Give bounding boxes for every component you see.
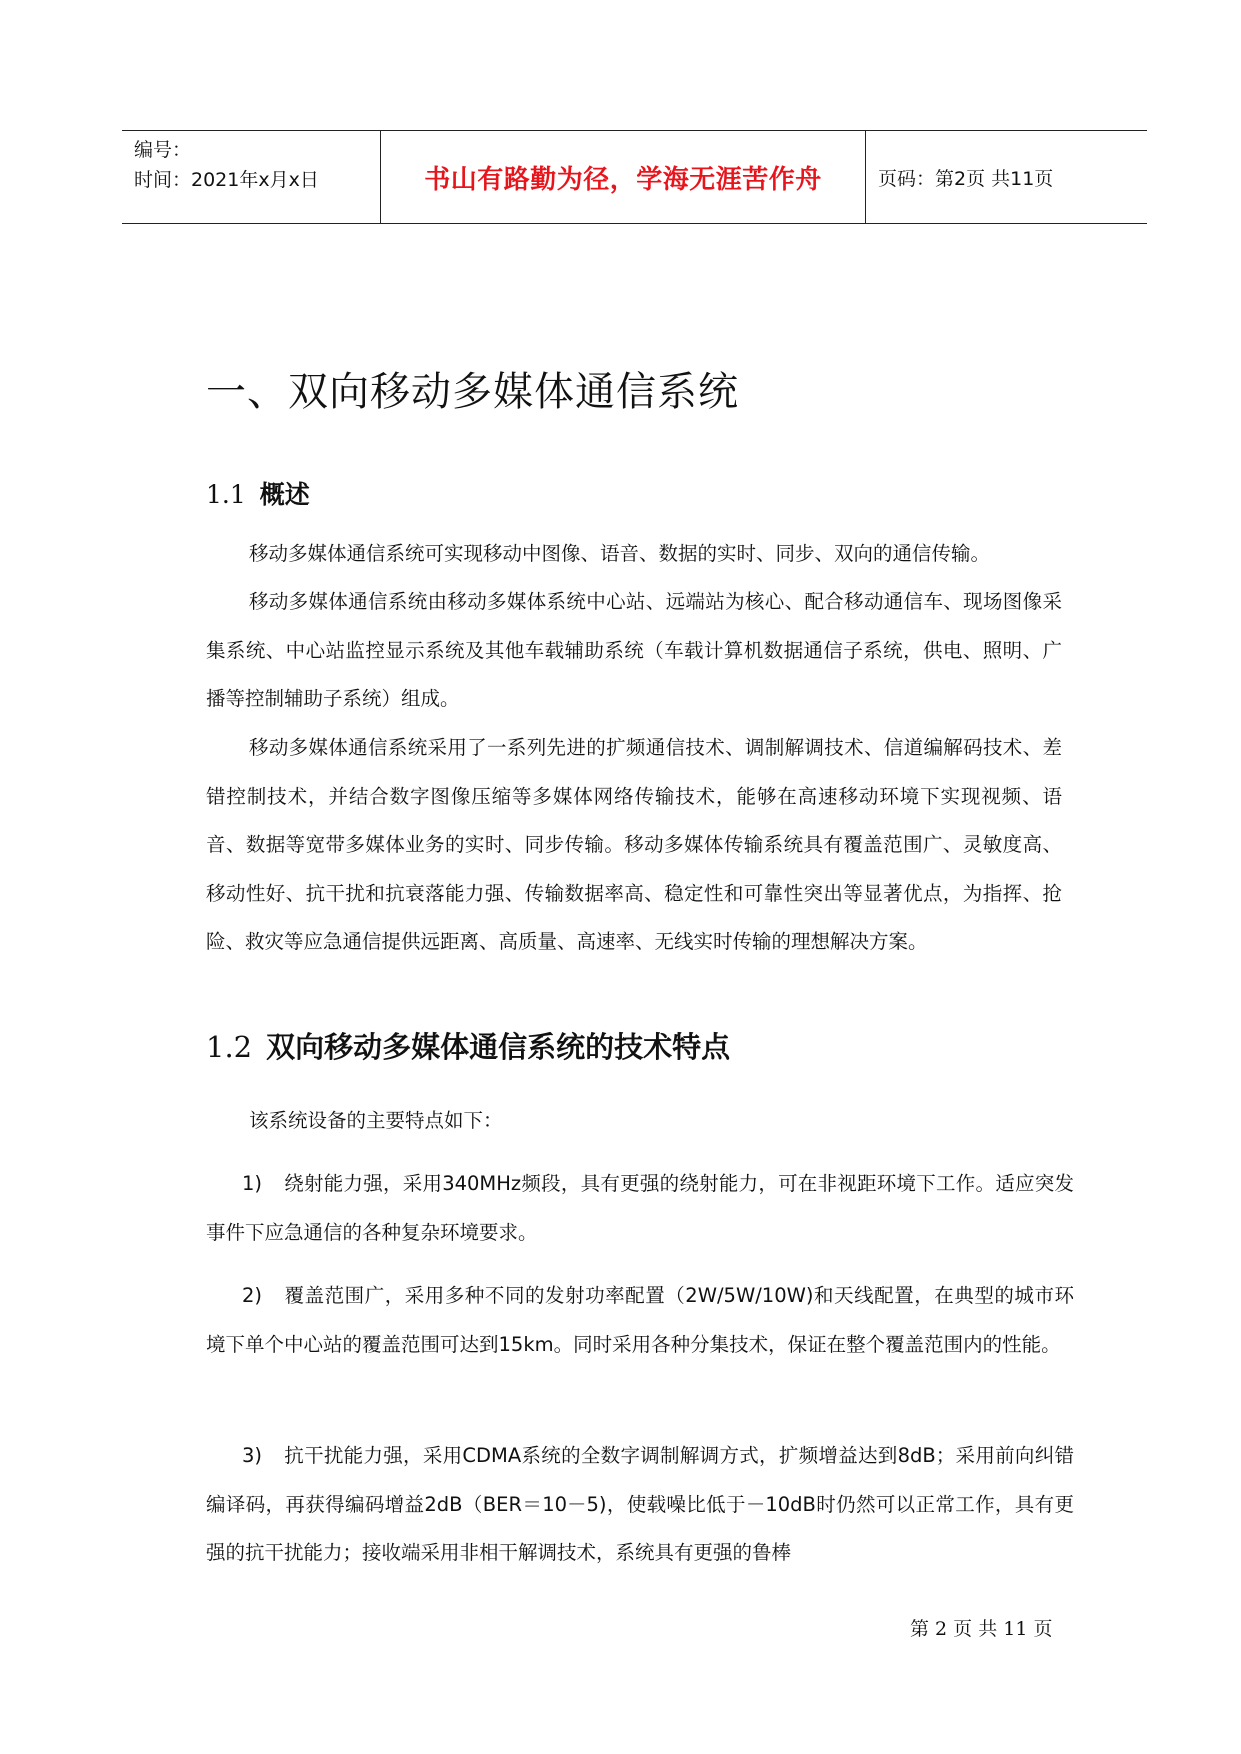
list-item-text: 抗干扰能力强，采用CDMA系统的全数字调制解调方式，扩频增益达到8dB；采用前向纠错编译码，再获得编码增益2dB（BER＝10－5)，使载噪比低于－10dB时仍然可以正常工作，具有更强的抗干扰能力；接收端采用非相干解调技术，系统具有更强的鲁棒	[206, 1444, 1074, 1564]
section-intro: 该系统设备的主要特点如下：	[249, 1109, 503, 1132]
paragraph: 移动多媒体通信系统由移动多媒体系统中心站、远端站为核心、配合移动通信车、现场图像采集系统、中心站监控显示系统及其他车载辅助系统（车载计算机数据通信子系统，供电、照明、广播等控制辅助子系统）组成。	[206, 590, 1062, 710]
list-item	[206, 1272, 1074, 1369]
list-item-text: 绕射能力强，采用340MHz频段，具有更强的绕射能力，可在非视距环境下工作。适应突发事件下应急通信的各种复杂环境要求。	[206, 1172, 1074, 1244]
header-table	[122, 130, 1147, 224]
serial-label: 编号：	[134, 139, 192, 161]
list-item-number: 3)	[242, 1444, 263, 1467]
paragraph: 移动多媒体通信系统采用了一系列先进的扩频通信技术、调制解调技术、信道编解码技术、差错控制技术，并结合数字图像压缩等多媒体网络传输技术，能够在高速移动环境下实现视频、语音、数据等宽带多媒体业务的实时、同步传输。移动多媒体传输系统具有覆盖范围广、灵敏度高、移动性好、抗干扰和抗衰落能力强、传输数据率高、稳定性和可靠性突出等显著优点，为指挥、抢险、救灾等应急通信提供远距离、高质量、高速率、无线实时传输的理想解决方案。	[206, 736, 1062, 953]
page-footer: 第 2 页 共 11 页	[910, 1618, 1053, 1640]
section-title: 概述	[259, 480, 310, 509]
list-item	[206, 1432, 1074, 1578]
section-title: 双向移动多媒体通信系统的技术特点	[266, 1030, 731, 1064]
paragraph: 移动多媒体通信系统可实现移动中图像、语音、数据的实时、同步、双向的通信传输。	[249, 542, 991, 565]
document-title: 一、双向移动多媒体通信系统	[206, 369, 739, 415]
list-item	[206, 1160, 1074, 1257]
header-page-info: 页码：第2页 共11页	[878, 167, 1054, 190]
section-heading-1-1	[206, 475, 310, 511]
header-meta	[134, 135, 319, 195]
list-item-number: 1)	[242, 1172, 263, 1195]
section-heading-1-2	[206, 1025, 730, 1066]
time-label: 时间：2021年x月x日	[134, 169, 319, 191]
list-item-text: 覆盖范围广，采用多种不同的发射功率配置（2W/5W/10W)和天线配置，在典型的城市环境下单个中心站的覆盖范围可达到15km。同时采用各种分集技术，保证在整个覆盖范围内的性能。	[206, 1284, 1074, 1356]
section-number: 1.1	[206, 480, 246, 509]
list-item-number: 2)	[242, 1284, 263, 1307]
header-motto: 书山有路勤为径，学海无涯苦作舟	[424, 164, 822, 195]
header-motto-cell	[380, 131, 866, 223]
section-number: 1.2	[206, 1030, 253, 1064]
